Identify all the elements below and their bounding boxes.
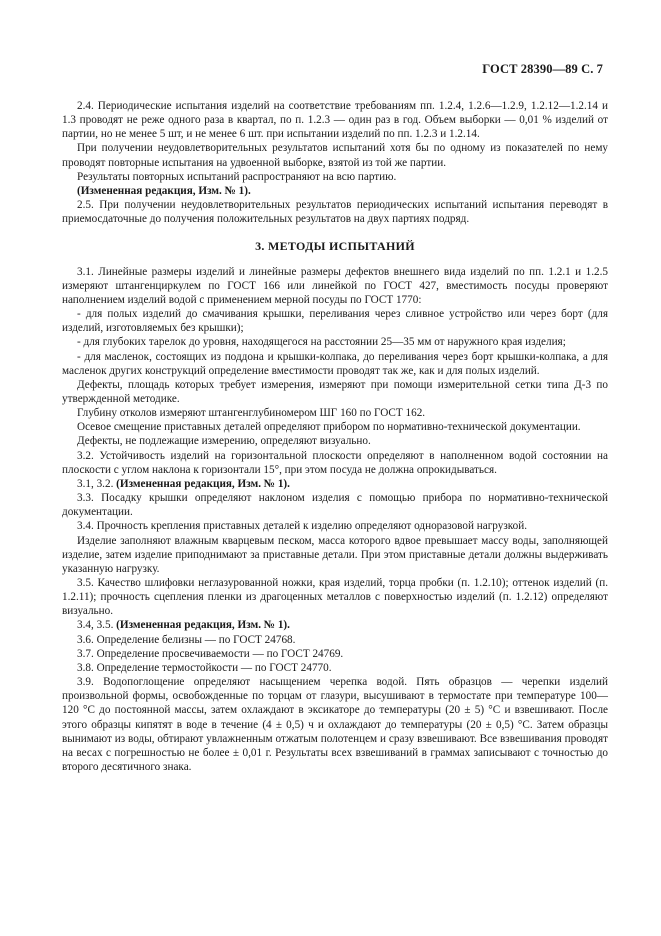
paragraph-sand-load: Изделие заполняют влажным кварцевым песком, масса которого вдвое превышает массу воды, заполняющей изделие, затем изделие приподнимают за приставные детали. При этом приставные детали должны выдерживать указанную нагрузку. <box>62 534 608 575</box>
edit-note-2-prefix: 3.1, 3.2. <box>77 477 114 490</box>
paragraph-2-5: 2.5. При получении неудовлетворительных результатов периодических испытаний испытания переводят в приемосдаточные до получения положительных результатов на двух партиях подряд. <box>62 199 608 226</box>
edit-note-3 <box>62 618 608 632</box>
paragraph-2-4: 2.4. Периодические испытания изделий на соответствие требованиям пп. 1.2.4, 1.2.6—1.2.9, 1.2.12—1.2.14 и 1.3 проводят не реже одного раза в квартал, по п. 1.2.3 — один раз в год. Объем выборки — 0,01 % изделий от партии, но не менее 5 шт, и не менее 6 шт. при испытании изделий по пп. 1.2.3 и 1.2.14. <box>62 100 608 141</box>
paragraph-3-9: 3.9. Водопоглощение определяют насыщением черепка водой. Пять образцов — черепки изделий произвольной формы, освобожденные по торцам от глазури, высушивают в термостате при температуре 100—120 °С до постоянной массы, затем охлаждают в эксикаторе до температуры (20 ± 5) °С и взвешивают. После этого образцы кипятят в воде в течение (4 ± 0,5) ч и охлаждают до температуры (20 ± 0,5) °С. Затем образцы вынимают из воды, обтирают увлажненным отжатым полотенцем и сразу взвешивают. Все взвешивания проводят на весах с погрешностью не более ± 0,01 г. Результаты всех взвешиваний в граммах записывают с точностью до второго десятичного знака. <box>62 676 608 774</box>
paragraph-repeat-results: Результаты повторных испытаний распространяют на всю партию. <box>77 170 397 183</box>
edit-note-2 <box>62 477 608 491</box>
document-body <box>62 99 608 774</box>
paragraph-axial-shift: Осевое смещение приставных деталей определяют прибором по нормативно-технической документации. <box>77 421 581 434</box>
paragraph-repeat-tests: При получении неудовлетворительных результатов испытаний хотя бы по одному из показателей по нему проводят повторные испытания на удвоенной выборке, взятой из той же партии. <box>62 142 608 169</box>
page-header-doc-ref: ГОСТ 28390—89 С. 7 <box>482 62 603 76</box>
edit-note-3-prefix: 3.4, 3.5. <box>77 619 114 632</box>
list-item-deep-plates: - для глубоких тарелок до уровня, находящегося на расстоянии 25—35 мм от наружного края изделия; <box>77 336 566 349</box>
paragraph-3-4: 3.4. Прочность крепления приставных деталей к изделию определяют одноразовой нагрузкой. <box>77 520 527 533</box>
paragraph-3-6: 3.6. Определение белизны — по ГОСТ 24768. <box>77 633 296 646</box>
list-item-butter-dish: - для масленок, состоящих из поддона и крышки-колпака, до переливания через борт крышки-колпака, а для масленок других конструкций определение вместимости проводят так же, как и для полых изделий. <box>62 350 608 377</box>
paragraph-defects-grid: Дефекты, площадь которых требует измерения, измеряют при помощи измерительной сетки типа Д-3 по утвержденной методике. <box>62 378 608 405</box>
paragraph-chip-depth: Глубину отколов измеряют штангенглубиномером ШГ 160 по ГОСТ 162. <box>77 407 426 420</box>
edit-note-3-text: (Измененная редакция, Изм. № 1). <box>116 619 290 632</box>
section-title: 3. МЕТОДЫ ИСПЫТАНИЙ <box>255 239 415 254</box>
paragraph-3-7: 3.7. Определение просвечиваемости — по ГОСТ 24769. <box>77 647 344 660</box>
paragraph-3-1: 3.1. Линейные размеры изделий и линейные размеры дефектов внешнего вида изделий по пп. 1.2.1 и 1.2.5 измеряют штангенциркулем по ГОСТ 166 или линейкой по ГОСТ 427, вместимость посуды проверяют наполнением изделий водой с применением мерной посуды по ГОСТ 1770: <box>62 265 608 306</box>
paragraph-visual-defects: Дефекты, не подлежащие измерению, определяют визуально. <box>77 435 371 448</box>
list-item-hollow: - для полых изделий до смачивания крышки, переливания через сливное устройство или через борт (для изделий, изготовляемых без крышки); <box>62 308 608 335</box>
edit-note-2-text: (Измененная редакция, Изм. № 1). <box>116 477 290 490</box>
paragraph-3-2: 3.2. Устойчивость изделий на горизонтальной плоскости определяют в наполненном водой состоянии на плоскости с углом наклона к горизонтали 15°, при этом посуда не должна опрокидываться. <box>62 449 608 476</box>
paragraph-3-3: 3.3. Посадку крышки определяют наклоном изделия с помощью прибора по нормативно-технической документации. <box>62 492 608 519</box>
edit-note-1: (Измененная редакция, Изм. № 1). <box>77 184 251 197</box>
paragraph-3-5: 3.5. Качество шлифовки неглазурованной ножки, края изделий, торца пробки (п. 1.2.10); оттенок изделий (п. 1.2.11); прочность сцепления пленки из драгоценных металлов с поверхностью изделий (п. 1.2.12) определяют визуально. <box>62 577 608 618</box>
paragraph-3-8: 3.8. Определение термостойкости — по ГОСТ 24770. <box>77 661 332 674</box>
